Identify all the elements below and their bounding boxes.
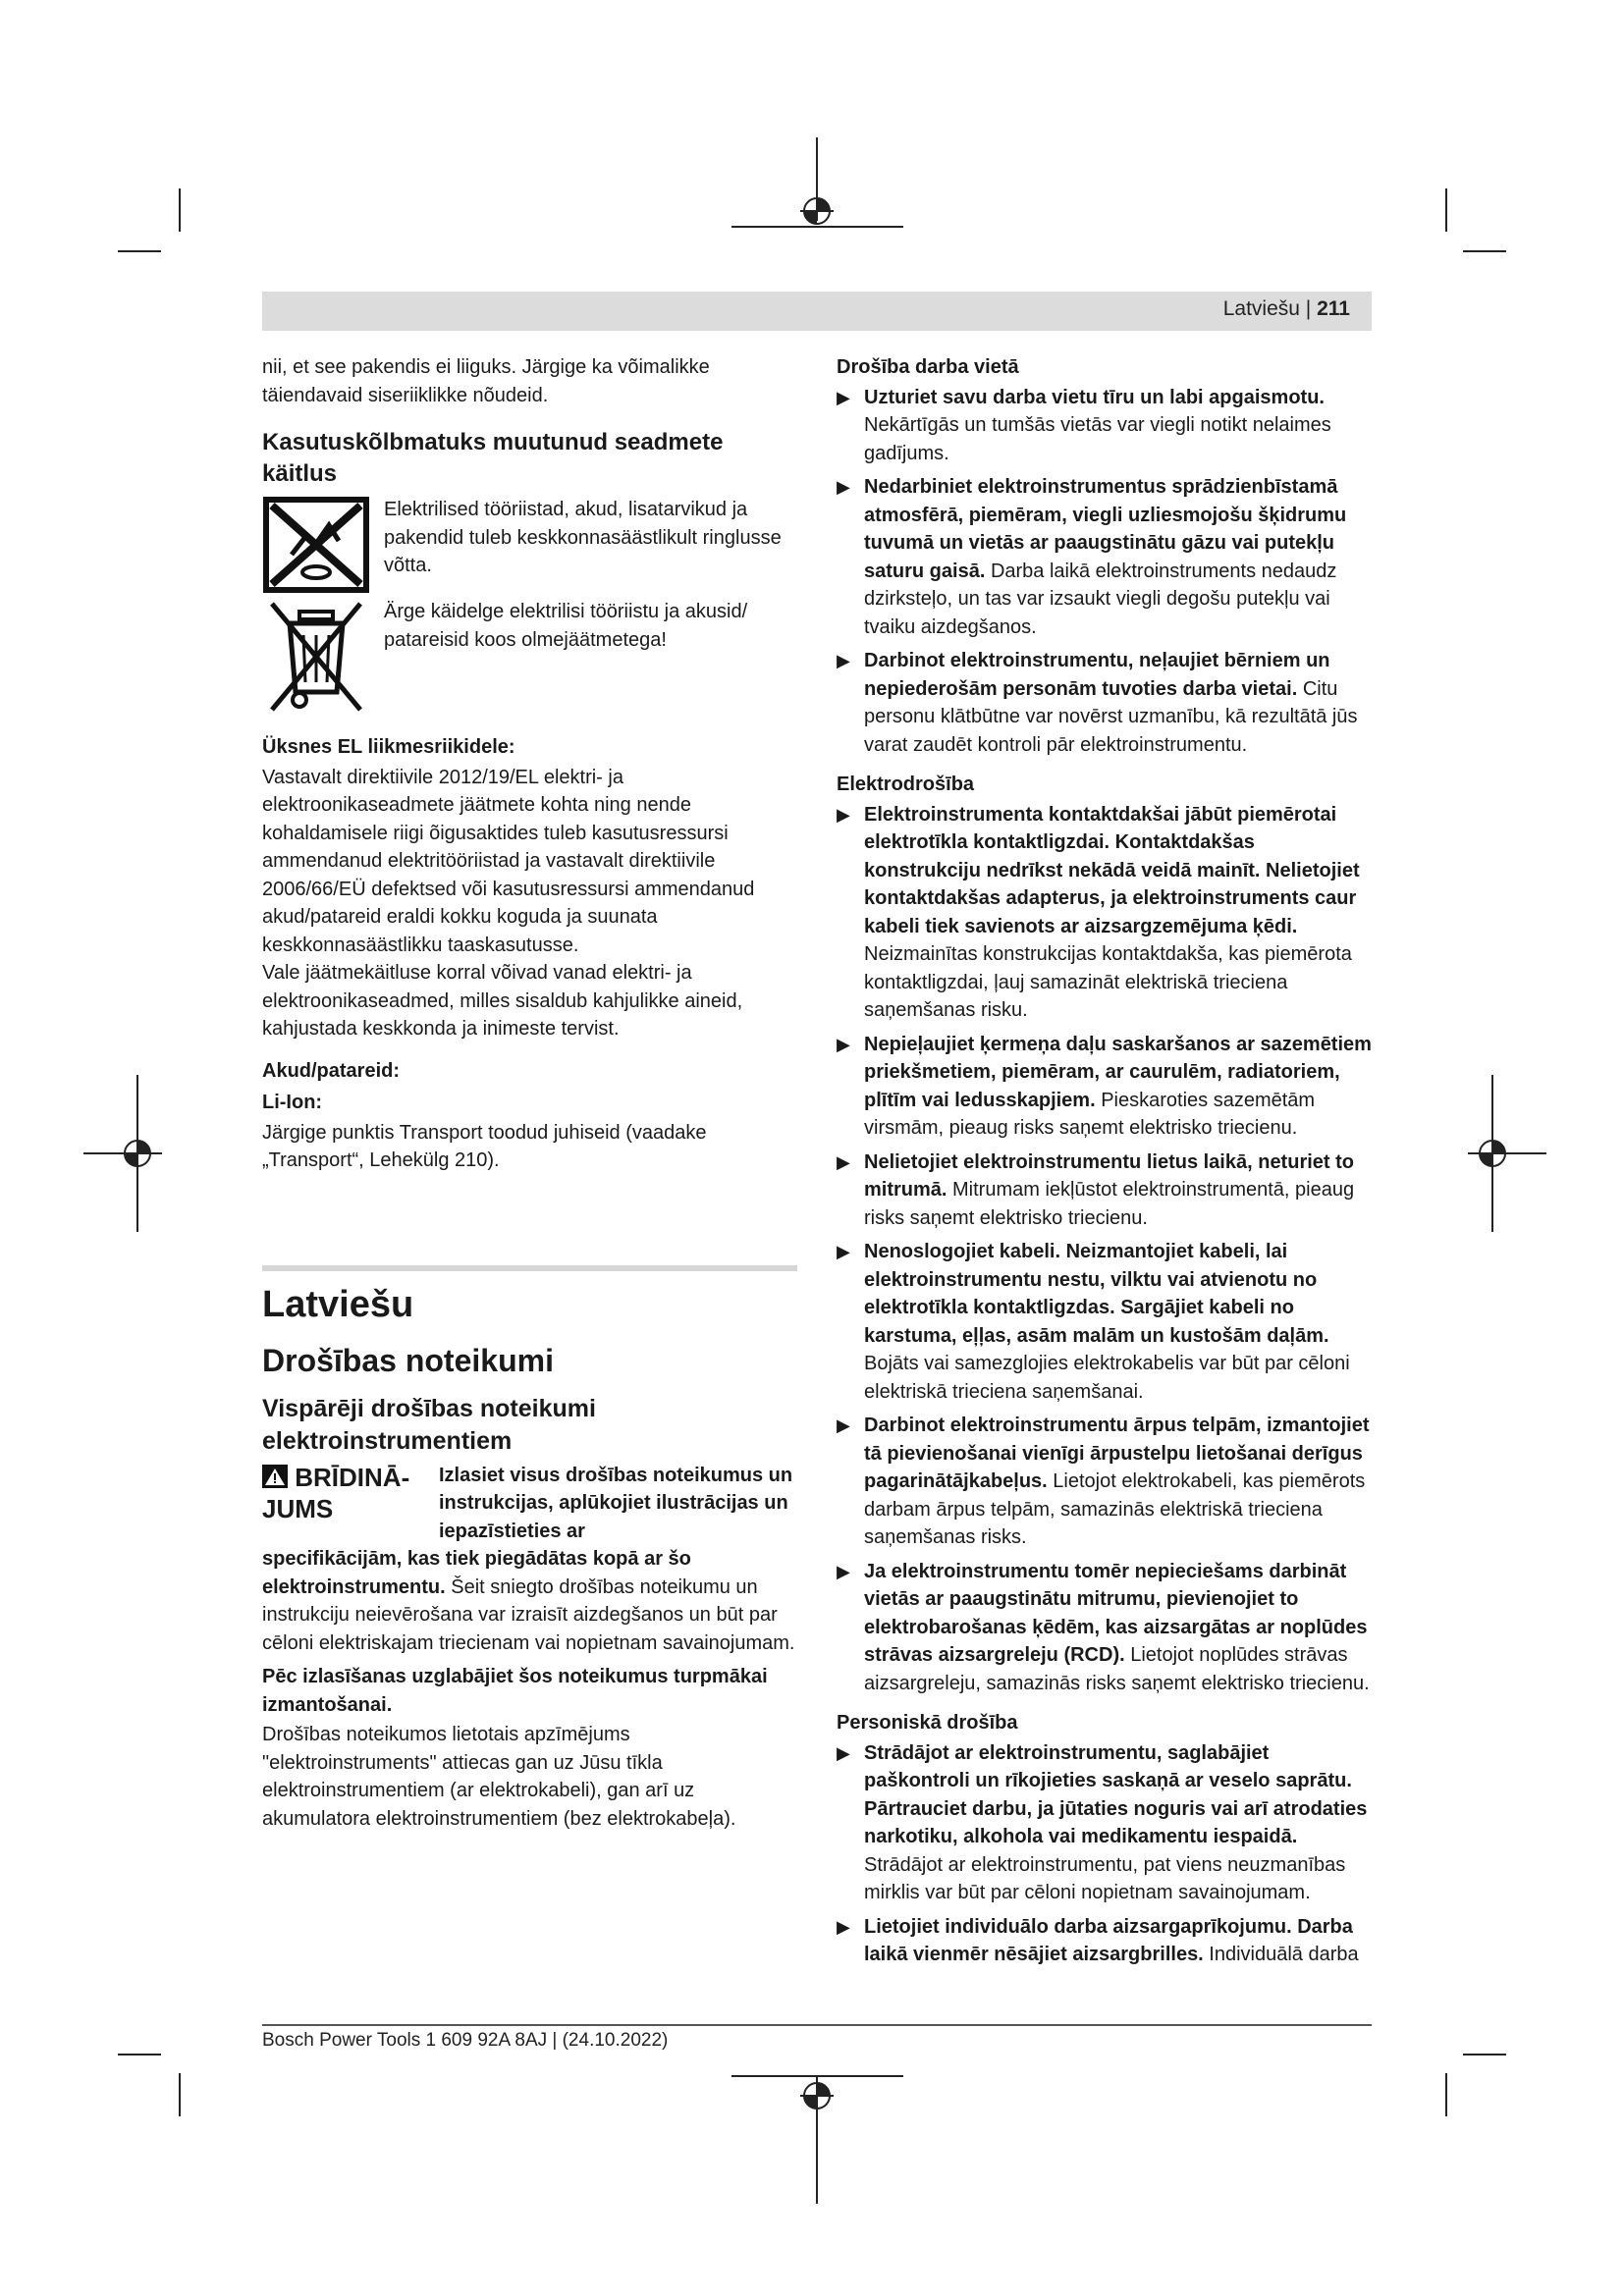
crop-mark — [1463, 250, 1506, 252]
registration-mark-icon — [1468, 1075, 1546, 1232]
item-bold: Elektroinstrumenta kontaktdakšai jābūt piemērotai elektrotīkla kontaktligzdai. Kontaktdakšas konstrukciju nedrīkst nekādā veidā mainīt. Nelietojiet kontaktdakšas adapterus, ja elektroinstruments caur kabeli tiek savienots ar aizsargzemējuma ķēdi. — [864, 803, 1360, 937]
term-text: Drošības noteikumos lietotais apzīmējums "elektroinstruments" attiecas gan uz Jūsu tīkla elektroinstrumentiem (ar elektrokabeli), gan arī uz akumulatora elektroinstrumentiem (bez elektrokabeļa). — [262, 1724, 736, 1830]
section-divider — [262, 1265, 797, 1271]
disposal-text-2: Ärge käidelge elektrilisi tööriistu ja akusid/ patareisid koos olmejäätmetega! — [384, 601, 748, 651]
item-text: Strādājot ar elektroinstrumentu, pat viens neuzmanības mirklis var būt par cēloni nopietnam savainojumam. — [864, 1853, 1346, 1903]
item-bold: Nelietojiet elektroinstrumentu lietus laikā, neturiet to mitrumā. — [864, 1150, 1354, 1201]
list-item — [837, 1558, 1375, 1698]
item-text: Neizmainītas konstrukcijas kontaktdakša, kas piemērota kontaktligzdai, ļauj samazināt elektriskā trieciena saņemšanas risku. — [864, 943, 1352, 1021]
disposal-heading: Kasutuskõlbmatuks muutunud seadmete käitlus — [262, 429, 724, 487]
disposal-row-2 — [262, 598, 797, 716]
work-safety-list — [837, 384, 1375, 760]
disposal-row-1 — [262, 496, 797, 594]
recycling-symbol-icon — [262, 496, 370, 594]
page-header-text — [1223, 297, 1350, 321]
general-safety-title: Vispārēji drošības noteikumi elektroinstrumentiem — [262, 1394, 596, 1455]
bullet-arrow-icon: ▶ — [837, 651, 850, 670]
registration-mark-icon — [731, 2056, 903, 2204]
crop-mark — [118, 250, 161, 252]
eu-heading: Üksnes EL liikmesriikidele: — [262, 736, 515, 758]
list-item — [837, 647, 1375, 759]
crop-mark — [118, 2054, 161, 2056]
list-item — [837, 473, 1375, 641]
warning-bold-2: specifikācijām, kas tiek piegādātas kopā ar šo elektroinstrumentu. — [262, 1548, 691, 1598]
item-text: Citu personu klātbūtne var novērst uzmanību, kā rezultātā jūs varat zaudēt kontroli pār elektroinstrumentu. — [864, 677, 1358, 756]
list-item — [837, 1913, 1375, 1969]
list-item — [837, 801, 1375, 1025]
warning-label — [262, 1462, 429, 1546]
item-text: Individuālā darba — [1203, 1944, 1359, 1965]
bullet-arrow-icon: ▶ — [837, 387, 850, 407]
bullet-arrow-icon: ▶ — [837, 1242, 850, 1261]
bullet-arrow-icon: ▶ — [837, 1742, 850, 1763]
bullet-arrow-icon: ▶ — [837, 804, 850, 825]
page-header — [262, 292, 1372, 331]
crop-mark — [1445, 2073, 1447, 2116]
disposal-text-1: Elektrilised tööriistad, akud, lisatarvikud ja pakendid tuleb keskkonnasäästlikult ringlusse võtta. — [384, 499, 782, 576]
keep-heading: Pēc izlasīšanas uzglabājiet šos noteikumus turpmākai izmantošanai. — [262, 1666, 768, 1716]
liion-text: Järgige punktis Transport toodud juhiseid (vaadake „Transport“, Lehekülg 210). — [262, 1121, 707, 1171]
page-footer: Bosch Power Tools 1 609 92A 8AJ | (24.10.2022) — [262, 2030, 669, 2051]
eu-text-2: Vale jäätmekäitluse korral võivad vanad elektri- ja elektroonikaseadmed, milles sisaldub kahjulikke aineid, kahjustada keskkonda ja inimeste tervist. — [262, 962, 743, 1040]
intro-text: nii, et see pakendis ei liiguks. Järgige ka võimalikke täiendavaid siseriiklikke nõudeid. — [262, 356, 710, 406]
bullet-arrow-icon: ▶ — [837, 477, 850, 497]
right-column — [837, 353, 1375, 1975]
item-text: Lietojot elektrokabeli, kas piemērots darbam ārpus telpām, samazinās elektriskā trieciena saņemšanas risks. — [864, 1470, 1366, 1548]
item-text: Lietojot noplūdes strāvas aizsargreleju, samazinās risks saņemt elektrisko triecienu. — [864, 1644, 1370, 1694]
item-bold: Nedarbiniet elektroinstrumentus sprādzienbīstamā atmosfērā, piemēram, viegli uzliesmojošu šķidrumu tuvumā un vietās ar paaugstinātu gāzu vai putekļu saturu gaisā. — [864, 476, 1347, 582]
crop-mark — [179, 2073, 181, 2116]
warning-paragraph — [262, 1545, 797, 1657]
item-text: Bojāts vai samezglojies elektrokabelis var būt par cēloni elektriskā trieciena saņemšanai. — [864, 1353, 1350, 1403]
battery-heading: Akud/patareid: — [262, 1059, 401, 1082]
language-title: Latviešu — [262, 1283, 414, 1325]
item-text: Darba laikā elektroinstruments nedaudz dzirksteļo, un tas var izsaukt viegli degošu putekļu vai tvaiku aizdegšanos. — [864, 560, 1337, 638]
warning-bold-1: Izlasiet visus drošības noteikumus un instrukcijas, aplūkojiet ilustrācijas un iepazīstieties ar — [439, 1464, 793, 1542]
list-item — [837, 1031, 1375, 1143]
item-bold: Nepieļaujiet ķermeņa daļu saskaršanos ar sazemētiem priekšmetiem, piemēram, ar caurulēm, radiatoriem, plītīm vai ledusskapjiem. — [864, 1033, 1372, 1111]
list-item — [837, 1739, 1375, 1907]
electrical-safety-heading: Elektrodrošība — [837, 774, 975, 795]
bullet-arrow-icon: ▶ — [837, 1916, 850, 1937]
registration-mark-icon — [731, 137, 903, 294]
footer-rule — [262, 2024, 1372, 2026]
item-bold: Nenoslogojiet kabeli. Neizmantojiet kabeli, lai elektroinstrumentu nestu, vilktu vai atvienotu no elektrotīkla kontaktligzdas. Sargājiet kabeli no karstuma, eļļas, asām malām un kustošām daļām. — [864, 1241, 1329, 1347]
personal-safety-list — [837, 1739, 1375, 1969]
crop-mark — [179, 188, 181, 232]
crossed-out-bin-icon — [262, 598, 370, 716]
safety-title: Drošības noteikumi — [262, 1342, 554, 1378]
item-text: Nekārtīgās un tumšās vietās var viegli notikt nelaimes gadījums. — [864, 414, 1331, 464]
item-bold: Ja elektroinstrumentu tomēr nepieciešams darbināt vietās ar paaugstinātu mitrumu, pievienojiet to elektrobarošanas ķēdēm, kas aizsargātas ar noplūdes strāvas aizsargreleju (RCD). — [864, 1560, 1368, 1666]
bullet-arrow-icon: ▶ — [837, 1415, 850, 1435]
header-language: Latviešu — [1222, 297, 1300, 320]
list-item — [837, 384, 1375, 468]
electrical-safety-list — [837, 801, 1375, 1698]
item-bold: Uzturiet savu darba vietu tīru un labi apgaismotu. — [864, 386, 1325, 408]
warning-label-text: BRĪDINĀ-JUMS — [262, 1462, 410, 1523]
item-bold: Darbinot elektroinstrumentu, neļaujiet bērniem un nepiederošām personām tuvoties darba vietai. — [864, 650, 1330, 700]
list-item — [837, 1238, 1375, 1406]
left-column — [262, 353, 797, 1833]
item-text: Mitrumam iekļūstot elektroinstrumentā, pieaug risks saņemt elektrisko triecienu. — [864, 1179, 1355, 1229]
crop-mark — [1445, 188, 1447, 232]
registration-mark-icon — [83, 1075, 162, 1232]
item-text: Pieskaroties sazemētām virsmām, pieaug risks saņemt elektrisko triecienu. — [864, 1089, 1316, 1139]
warning-triangle-icon — [262, 1465, 288, 1488]
bullet-arrow-icon: ▶ — [837, 1034, 850, 1054]
eu-text-1: Vastavalt direktiivile 2012/19/EL elektri- ja elektroonikaseadmete jäätmete kohta ning nende kohaldamisele riigi õigusaktides tuleb kasutusressursi ammendanud elektritööriistad ja vastavalt direktiivile 2006/66/EÜ defektsed või kasutusressursi ammendanud akud/patareid eraldi kokku koguda ja suunata keskkonnasäästlikku taaskasutusse. — [262, 766, 755, 956]
personal-safety-heading: Personiskā drošība — [837, 1712, 1018, 1734]
list-item — [837, 1148, 1375, 1233]
bullet-arrow-icon: ▶ — [837, 1151, 850, 1172]
work-safety-heading: Drošība darba vietā — [837, 356, 1019, 378]
liion-heading: Li-Ion: — [262, 1092, 323, 1113]
warning-block — [262, 1462, 797, 1546]
item-bold: Strādājot ar elektroinstrumentu, saglabājiet paškontroli un rīkojieties saskaņā ar veselo saprātu. Pārtrauciet darbu, ja jūtaties noguris vai arī atrodaties narkotiku, alkohola vai medikamentu iespaidā. — [864, 1741, 1368, 1847]
bullet-arrow-icon: ▶ — [837, 1561, 850, 1581]
item-bold: Lietojiet individuālo darba aizsargaprīkojumu. Darba laikā vienmēr nēsājiet aizsargbrilles. — [864, 1915, 1353, 1965]
header-separator: | — [1305, 297, 1312, 320]
warning-text: Šeit sniegto drošības noteikumu un instrukciju neievērošana var izraisīt aizdegšanos un būt par cēloni elektriskajam triecienam vai nopietnam savainojumam. — [262, 1575, 795, 1654]
item-bold: Darbinot elektroinstrumentu ārpus telpām, izmantojiet tā pievienošanai vienīgi ārpustelpu lietošanai derīgus pagarinātājkabeļus. — [864, 1415, 1370, 1492]
list-item — [837, 1412, 1375, 1552]
page-number: 211 — [1317, 297, 1350, 320]
crop-mark — [1463, 2054, 1506, 2056]
